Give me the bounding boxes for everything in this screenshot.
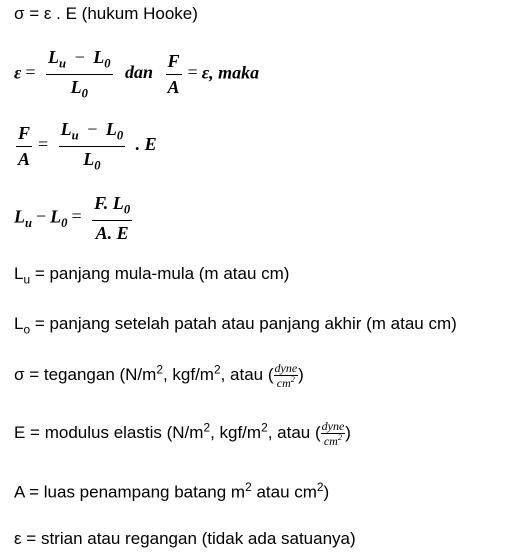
hooke-law-text: = ε . E (hukum Hooke): [24, 4, 198, 23]
definition-sigma: σ = tegangan ($N/m^2$, kgf/$m^2$, atau ( $\frac{\text{dyne}}{cm^2}$ ): [14, 361, 304, 390]
word-dan: dan: [125, 62, 154, 83]
definition-A: A = luas penampang batang $m^2$ atau $cm^2$): [14, 480, 330, 502]
times-E: . E: [135, 134, 157, 155]
force-length-fraction: $\frac{F. L_0}{A. E}$: [94, 193, 131, 243]
elongation-equation: $L_u - L_0$ = $\frac{F. L_0}{A. E}$: [14, 193, 131, 243]
dyne-per-cm2: $\frac{\text{dyne}}{cm^2}$: [274, 361, 298, 390]
fraction-denominator: $L_0$: [70, 76, 88, 101]
epsilon-lhs: ε: [14, 62, 22, 83]
epsilon-maka: ε, maka: [201, 62, 260, 83]
force-area-fraction: $\frac{F}{A}$: [167, 50, 180, 97]
hooke-law-line: [14, 4, 198, 24]
force-area-fraction: $\frac{F}{A}$: [18, 122, 31, 169]
definition-E: E = modulus elastis ($N/m^2$, kgf/$m^2$, atau ( $\frac{\text{dyne}}{cm^2}$ ): [14, 419, 351, 448]
definition-Lo: $L_o$ = panjang setelah patah atau panjang akhir (m atau cm): [14, 314, 457, 337]
elongation-fraction: [46, 48, 112, 101]
sigma-symbol: σ: [14, 4, 25, 23]
fraction-numerator: $L_u - L_0$: [46, 48, 112, 75]
definition-epsilon: ε = strian atau regangan (tidak ada satuanya): [14, 529, 356, 548]
dyne-per-cm2: $\frac{\text{dyne}}{cm^2}$: [321, 419, 345, 448]
strain-equation: ε = $\frac{L_u - L_0}{L_0}$ dan $\frac{F}{A}$ = ε, maka: [14, 47, 260, 101]
stress-equation: $\frac{F}{A}$ = $\frac{L_u - L_0}{L_0}$ . E: [18, 119, 157, 173]
elongation-fraction: $\frac{L_u - L_0}{L_0}$: [60, 119, 124, 173]
definition-Lu: $L_u$ = panjang mula-mula (m atau cm): [14, 264, 290, 287]
